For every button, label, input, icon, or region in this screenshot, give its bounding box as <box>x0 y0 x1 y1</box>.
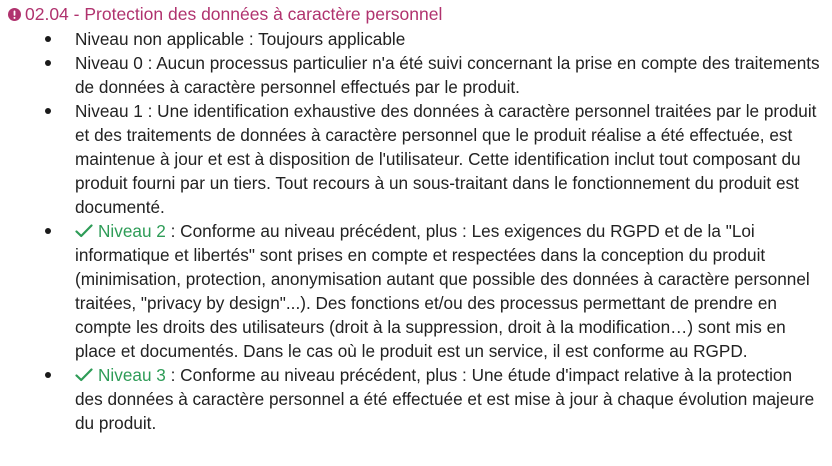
level-2-label <box>75 221 166 241</box>
level-na-text: Niveau non applicable : Toujours applicable <box>75 29 406 49</box>
level-3-label <box>75 365 166 385</box>
list-item-level-2 <box>0 219 832 363</box>
level-0-text: Niveau 0 : Aucun processus particulier n'a été suivi concernant la prise en compte des traitements de données à caractère personnel effectués par le produit. <box>75 53 820 97</box>
level-1-text: Niveau 1 : Une identification exhaustive des données à caractère personnel traitées par le produit et des traitements de données à caractère personnel que le produit réalise a été effectuée, est maintenue à jour et est à disposition de l'utilisateur. Cette identification inclut tout composant du produit fourni par un tiers. Tout recours à un sous-traitant dans le fonctionnement du produit est documenté. <box>75 101 817 217</box>
level-3-label-text: Niveau 3 <box>98 365 166 385</box>
section-heading <box>8 3 442 25</box>
list-item-level-1 <box>0 99 832 219</box>
check-icon <box>75 224 93 238</box>
level-3-text: : Conforme au niveau précédent, plus : Une étude d'impact relative à la protection des données à caractère personnel a été effectuée et est mise à jour à chaque évolution majeure du produit. <box>75 365 815 433</box>
bullet-icon <box>45 372 51 378</box>
list-item-level-3 <box>0 363 832 435</box>
section-heading-text: 02.04 - Protection des données à caractère personnel <box>25 4 443 24</box>
check-icon <box>75 368 93 382</box>
bullet-icon <box>45 108 51 114</box>
bullet-icon <box>45 60 51 66</box>
bullet-icon <box>45 36 51 42</box>
list-item-level-0 <box>0 51 832 99</box>
list-item-level-na <box>0 27 832 51</box>
level-2-label-text: Niveau 2 <box>98 221 166 241</box>
exclamation-circle-icon <box>8 8 21 21</box>
levels-list <box>0 27 832 435</box>
level-2-text: : Conforme au niveau précédent, plus : Les exigences du RGPD et de la "Loi informatique et libertés" sont prises en compte et respectées dans la conception du produit (minimisation, protection, anonymisation autant que possible des données à caractère personnel traitées, "privacy by design"...). Des fonctions et/ou des processus permettant de prendre en compte les droits des utilisateurs (droit à la suppression, droit à la modification…) sont mis en place et documentés. Dans le cas où le produit est un service, il est conforme au RGPD. <box>75 221 810 361</box>
bullet-icon <box>45 228 51 234</box>
